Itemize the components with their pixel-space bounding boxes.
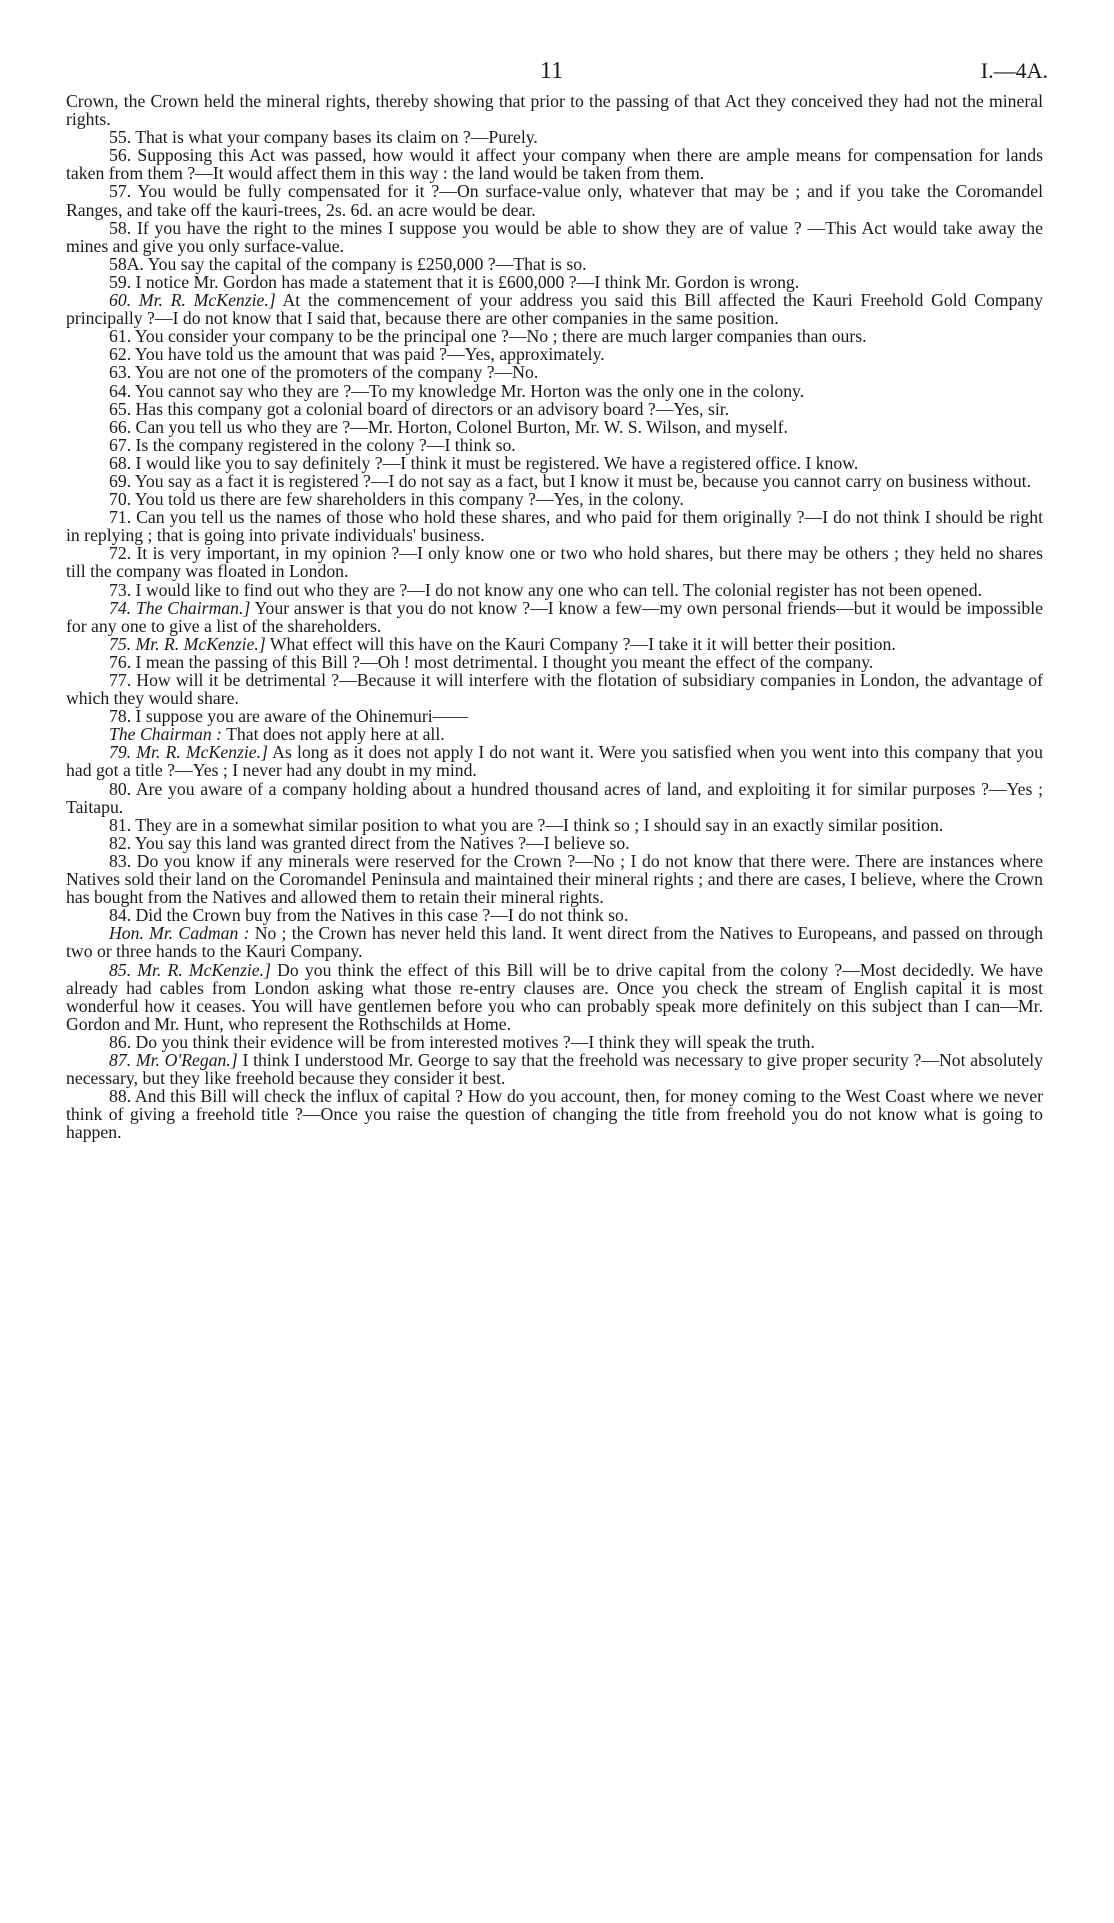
testimony-paragraph — [66, 834, 1043, 852]
paper-reference: I.—4A. — [980, 58, 1048, 83]
testimony-paragraph — [66, 255, 1043, 273]
page-header — [0, 58, 1114, 88]
testimony-paragraph — [66, 345, 1043, 363]
paragraph-text: 68. I would like you to say definitely ?—I think it must be registered. We have a registered office. I know. — [109, 452, 859, 473]
testimony-paragraph — [66, 490, 1043, 508]
speaker-label: The Chairman : — [109, 724, 223, 745]
speaker-label: Hon. Mr. Cadman : — [109, 923, 250, 944]
paragraph-text: 72. It is very important, in my opinion ?—I only know one or two who hold shares, but there may be others ; they held no shares till the company was floated in London. — [66, 543, 1043, 582]
speaker-label: 85. Mr. R. McKenzie.] — [109, 959, 271, 980]
testimony-paragraph — [66, 743, 1043, 779]
paragraph-text: 78. I suppose you are aware of the Ohinemuri—— — [109, 706, 469, 727]
paragraph-text: 58A. You say the capital of the company is £250,000 ?—That is so. — [109, 253, 587, 274]
testimony-paragraph — [66, 128, 1043, 146]
testimony-paragraph — [66, 400, 1043, 418]
testimony-paragraph — [66, 852, 1043, 906]
page-number: 11 — [540, 58, 564, 84]
testimony-paragraph — [66, 436, 1043, 454]
paragraph-text: 58. If you have the right to the mines I suppose you would be able to show they are of value ? —This Act would take away the mines and give you only surface-value. — [66, 217, 1043, 256]
paragraph-text: 55. That is what your company bases its claim on ?—Purely. — [109, 127, 538, 148]
testimony-paragraph — [66, 906, 1043, 924]
testimony-paragraph — [66, 599, 1043, 635]
testimony-paragraph — [66, 146, 1043, 182]
paragraph-text: 83. Do you know if any minerals were reserved for the Crown ?—No ; I do not know that there were. There are instances where Natives sold their land on the Coromandel Peninsula and maintained their mineral rights ; and there are cases, I believe, where the Crown has bought from the Natives and allowed them to retain their mineral rights. — [66, 850, 1043, 908]
paragraph-text: 73. I would like to find out who they are ?—I do not know any one who can tell. The colonial register has not been opened. — [109, 579, 983, 600]
paragraph-text: 63. You are not one of the promoters of the company ?—No. — [109, 362, 539, 383]
paragraph-text: 86. Do you think their evidence will be from interested motives ?—I think they will speak the truth. — [109, 1031, 815, 1052]
paragraph-text: 70. You told us there are few shareholders in this company ?—Yes, in the colony. — [109, 489, 684, 510]
testimony-paragraph — [66, 924, 1043, 960]
testimony-paragraph — [66, 671, 1043, 707]
paragraph-text: 57. You would be fully compensated for it ?—On surface-value only, whatever that may be ; and if you take the Coromandel Ranges, and take off the kauri-trees, 2s. 6d. an acre would be dear. — [66, 181, 1043, 220]
paragraph-text: 82. You say this land was granted direct from the Natives ?—I believe so. — [109, 832, 630, 853]
paragraph-text: 67. Is the company registered in the colony ?—I think so. — [109, 434, 516, 455]
testimony-paragraph — [66, 418, 1043, 436]
continued-paragraph — [66, 92, 1043, 128]
testimony-paragraph — [66, 182, 1043, 218]
paragraph-text: Your answer is that you do not know ?—I know a few—my own personal friends—but it would be impossible for any one to give a list of the shareholders. — [66, 597, 1043, 636]
testimony-paragraph — [66, 961, 1043, 1033]
testimony-paragraph — [66, 273, 1043, 291]
paragraph-text: No ; the Crown has never held this land. It went direct from the Natives to Europeans, and passed on through two or three hands to the Kauri Company. — [66, 923, 1044, 962]
paragraph-text: 64. You cannot say who they are ?—To my knowledge Mr. Horton was the only one in the colony. — [109, 380, 805, 401]
testimony-paragraph — [66, 291, 1043, 327]
paragraph-text: 59. I notice Mr. Gordon has made a statement that it is £600,000 ?—I think Mr. Gordon is wrong. — [109, 271, 800, 292]
testimony-paragraph — [66, 382, 1043, 400]
testimony-paragraph — [66, 725, 1043, 743]
paragraph-text: What effect will this have on the Kauri Company ?—I take it it will better their position. — [265, 633, 896, 654]
testimony-paragraph — [66, 472, 1043, 490]
paragraph-text: As long as it does not apply I do not want it. Were you satisfied when you went into this company that you had got a title ?—Yes ; I never had any doubt in my mind. — [66, 742, 1043, 781]
testimony-paragraph — [66, 1051, 1043, 1087]
paragraph-text: Crown, the Crown held the mineral rights, thereby showing that prior to the passing of that Act they conceived they had not the mineral rights. — [66, 91, 1043, 130]
paragraph-text: 56. Supposing this Act was passed, how would it affect your company when there are ample means for compensation for lands taken from them ?—It would affect them in this way : the land would be taken from them. — [66, 145, 1043, 184]
testimony-paragraph — [66, 1087, 1043, 1141]
paragraph-text: 88. And this Bill will check the influx of capital ? How do you account, then, for money coming to the West Coast where we never think of giving a freehold title ?—Once you raise the question of changing the title from freehold you do not know what is going to happen. — [66, 1086, 1043, 1143]
paragraph-text: 84. Did the Crown buy from the Natives in this case ?—I do not think so. — [109, 905, 629, 926]
paragraph-text: Do you think the effect of this Bill will be to drive capital from the colony ?—Most decidedly. We have already had cables from London asking what those re-entry clauses are. Once you check the stream of English capital it is most wonderful how it ceases. You will have gentlemen before you who can probably speak more definitely on this subject than I can—Mr. Gordon and Mr. Hunt, who represent the Rothschilds at Home. — [66, 959, 1043, 1034]
speaker-label: 75. Mr. R. McKenzie.] — [109, 633, 266, 654]
paragraph-text: 61. You consider your company to be the principal one ?—No ; there are much larger companies than ours. — [109, 326, 867, 347]
testimony-paragraph — [66, 327, 1043, 345]
paragraph-text: 69. You say as a fact it is registered ?—I do not say as a fact, but I know it must be, because you cannot carry on business without. — [109, 470, 1032, 491]
testimony-paragraph — [66, 363, 1043, 381]
paragraph-text: At the commencement of your address you said this Bill affected the Kauri Freehold Gold Company principally ?—I do not know that I said that, because there are other companies in the same position. — [66, 290, 1043, 329]
speaker-label: 60. Mr. R. McKenzie.] — [109, 290, 276, 311]
testimony-paragraph — [66, 544, 1043, 580]
testimony-paragraph — [66, 219, 1043, 255]
testimony-paragraph — [66, 635, 1043, 653]
paragraph-text: 65. Has this company got a colonial board of directors or an advisory board ?—Yes, sir. — [109, 398, 730, 419]
testimony-paragraph — [66, 1033, 1043, 1051]
testimony-paragraph — [66, 816, 1043, 834]
testimony-paragraph — [66, 508, 1043, 544]
testimony-paragraph — [66, 707, 1043, 725]
speaker-label: 87. Mr. O'Regan.] — [109, 1049, 238, 1070]
paragraph-text: I think I understood Mr. George to say that the freehold was necessary to give proper security ?—Not absolutely necessary, but they like freehold because they consider it best. — [66, 1049, 1044, 1089]
testimony-paragraph — [66, 454, 1043, 472]
paragraph-text: 62. You have told us the amount that was paid ?—Yes, approximately. — [109, 344, 605, 365]
paragraph-text: 77. How will it be detrimental ?—Because it will interfere with the flotation of subsidiary companies in London, the advantage of which they would share. — [66, 670, 1043, 709]
paragraph-text: 71. Can you tell us the names of those who hold these shares, and who paid for them originally ?—I do not think I should be right in replying ; that is going into private individuals' business. — [66, 507, 1043, 546]
paragraph-text: 66. Can you tell us who they are ?—Mr. Horton, Colonel Burton, Mr. W. S. Wilson, and myself. — [109, 416, 788, 437]
speaker-label: 74. The Chairman.] — [109, 597, 251, 618]
paragraph-text: 80. Are you aware of a company holding about a hundred thousand acres of land, and exploiting it for similar purposes ?—Yes ; Taitapu. — [66, 778, 1043, 817]
paragraph-text: 76. I mean the passing of this Bill ?—Oh ! most detrimental. I thought you meant the effect of the company. — [109, 651, 874, 672]
speaker-label: 79. Mr. R. McKenzie.] — [109, 742, 268, 763]
paragraph-text: 81. They are in a somewhat similar position to what you are ?—I think so ; I should say in an exactly similar position. — [109, 814, 944, 835]
testimony-paragraph — [66, 653, 1043, 671]
testimony-paragraph — [66, 581, 1043, 599]
document-body — [66, 92, 1043, 1141]
paragraph-text: That does not apply here at all. — [222, 724, 445, 745]
testimony-paragraph — [66, 780, 1043, 816]
